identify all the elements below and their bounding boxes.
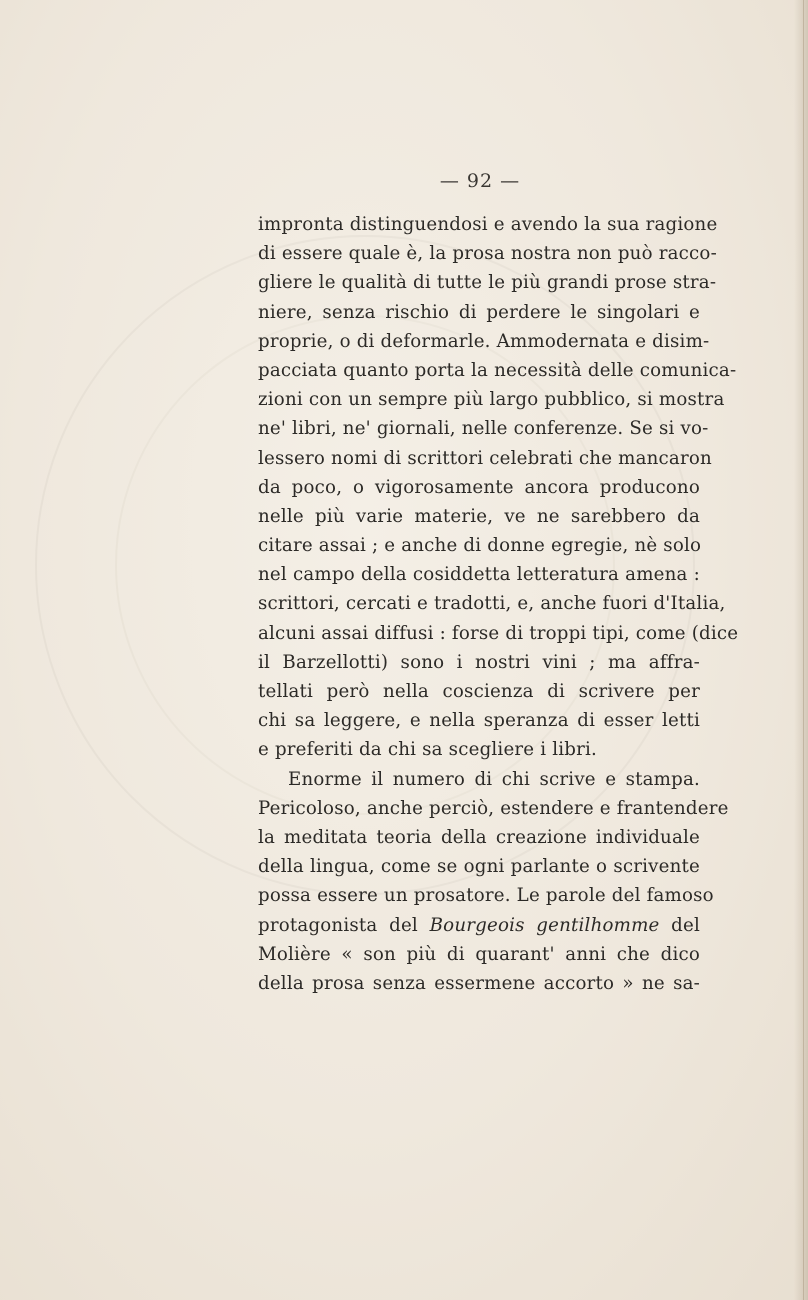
page-number: — 92 — (439, 170, 521, 192)
text-line-22: la meditata teoria della creazione individuale (258, 826, 700, 848)
text-line-6: pacciata quanto porta la necessità delle comunica- (258, 359, 737, 381)
text-line-25-after: del (671, 914, 700, 936)
page-edge-shadow (794, 0, 808, 1300)
text-line-5: proprie, o di deformarle. Ammodernata e disim- (258, 330, 710, 352)
text-line-9: lessero nomi di scrittori celebrati che mancaron (258, 447, 712, 469)
text-line-16: il Barzellotti) sono i nostri vini ; ma affra- (258, 651, 700, 673)
body-text (258, 210, 739, 998)
text-line-24: possa essere un prosatore. Le parole del famoso (258, 885, 714, 907)
text-line-23: della lingua, come se ogni parlante o scrivente (258, 856, 700, 878)
text-line-27: della prosa senza essermene accorto » ne sa- (258, 972, 700, 994)
text-line-2: di essere quale è, la prosa nostra non può racco- (258, 243, 717, 265)
text-line-20: Enorme il numero di chi scrive e stampa. (288, 768, 700, 790)
text-line-8: ne' libri, ne' giornali, nelle conferenze. Se si vo- (258, 418, 709, 440)
page-edge-line (803, 0, 804, 1300)
text-line-26: Molière « son più di quarant' anni che dico (258, 943, 700, 965)
text-line-25 (258, 911, 700, 940)
text-line-18: chi sa leggere, e nella speranza di esser letti (258, 710, 700, 732)
text-line-11: nelle più varie materie, ve ne sarebbero da (258, 505, 700, 527)
text-line-14: scrittori, cercati e tradotti, e, anche fuori d'Italia, (258, 593, 726, 615)
text-line-21: Pericoloso, anche perciò, estendere e frantendere (258, 797, 729, 819)
text-line-10: da poco, o vigorosamente ancora producono (258, 476, 700, 498)
text-line-17: tellati però nella coscienza di scrivere per (258, 681, 700, 702)
text-line-19: e preferiti da chi sa scegliere i libri. (258, 739, 598, 761)
text-line-7: zioni con un sempre più largo pubblico, si mostra (258, 389, 725, 411)
text-line-13: nel campo della cosiddetta letteratura amena : (258, 564, 700, 586)
text-line-1: impronta distinguendosi e avendo la sua ragione (258, 214, 718, 235)
text-line-25-before: protagonista del (258, 914, 418, 936)
book-title-italic: Bourgeois gentilhomme (429, 914, 660, 936)
text-line-15: alcuni assai diffusi : forse di troppi tipi, come (dice (258, 622, 739, 644)
text-line-4: niere, senza rischio di perdere le singolari e (258, 301, 700, 323)
text-line-12: citare assai ; e anche di donne egregie, nè solo (258, 535, 702, 557)
text-line-3: gliere le qualità di tutte le più grandi prose stra- (258, 272, 717, 294)
